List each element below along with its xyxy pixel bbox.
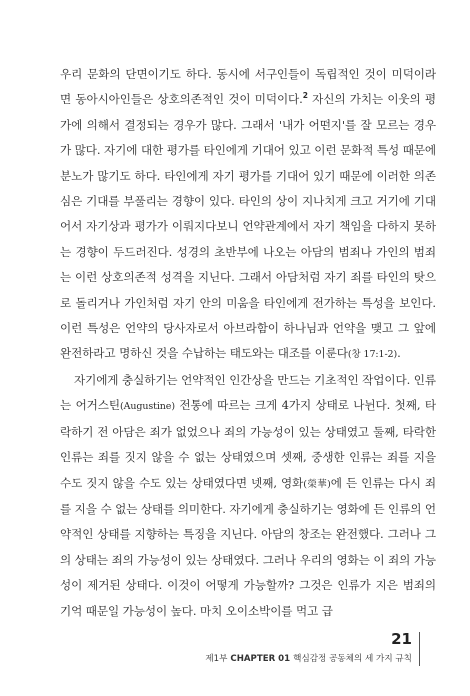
footer-divider bbox=[419, 632, 420, 666]
running-head-title: 핵심감정 공동체의 세 가지 규칙 bbox=[293, 654, 412, 664]
paragraph-1 bbox=[60, 62, 436, 368]
body-text bbox=[60, 62, 436, 624]
page-footer bbox=[40, 628, 420, 668]
running-head-chapter: CHAPTER 01 bbox=[230, 654, 291, 664]
paragraph-2-text-b: 전통에 따르는 크게 4가지 상태로 나뉜다. 첫째, 타락하기 전 아담은 죄가 없었으나 죄의 가능성이 있는 상태였고 둘째, 타락한 인류는 죄를 짓지 않을 수 없는 상태였으며 셋째, 중생한 인류는 죄를 지을 수도 짓지 않을 수도 있는 상태였다면 넷째, 영화 bbox=[60, 398, 436, 490]
scripture-reference: (창 17:1-2) bbox=[347, 349, 398, 361]
paragraph-2-text-c: 에 든 인류는 다시 죄를 지을 수 없는 상태를 의미한다. 자기에게 충실하기는 영화에 든 인류의 언약적인 상태를 지향하는 특징을 지닌다. 아담의 창조는 완전했다. 그러나 그의 상태는 죄의 가능성이 있는 상태였다. 그러나 우리의 영화는 이 죄의 가능성이 제거된 상태다. 이것이 어떻게 가능할까? 그것은 인류가 지은 범죄의 기억 때문일 가능성이 높다. 마치 오이소박이를 먹고 급 bbox=[60, 475, 437, 618]
paragraph-1-text-b: 자신의 가치는 이웃의 평가에 의해서 결정되는 경우가 많다. 그래서 '내가 어떤지'를 잘 모르는 경우가 많다. 자기에 대한 평가를 타인에게 기대어 있고 이런 문화적 특성 때문에 분노가 많기도 하다. 타인에게 자기 평가를 기대어 있기 때문에 이러한 의존심은 기대를 부풀리는 경향이 있다. 타인의 상이 지나치게 크고 거기에 기대어서 자기상과 평가가 이뤄지다보니 언약관계에서 자기 책임을 다하지 못하는 경향이 두드러진다. 성경의 초반부에 나오는 아담의 범죄나 가인의 범죄는 이런 상호의존적 성격을 지닌다. 그래서 아담처럼 자기 죄를 타인의 탓으로 돌리거나 가인처럼 자기 안의 미움을 타인에게 전가하는 특성을 보인다. 이런 특성은 언약의 당사자로서 아브라함이 하나님과 언약을 맺고 그 앞에 완전하라고 명하신 것을 수납하는 태도와는 대조를 이룬다 bbox=[60, 92, 437, 361]
page-number: 21 bbox=[391, 630, 412, 648]
hanja-term: (榮華) bbox=[303, 478, 331, 490]
footnote-marker[interactable]: 2 bbox=[302, 91, 308, 101]
running-head bbox=[205, 652, 412, 664]
paragraph-2 bbox=[60, 368, 436, 624]
paragraph-2-text-a: 자기에게 충실하기는 언약적인 인간상을 만드는 기초적인 작업이다. 인류는 어거스틴 bbox=[60, 372, 436, 413]
latin-name: (Augustine) bbox=[119, 401, 175, 413]
running-head-part: 제1부 bbox=[205, 654, 228, 664]
paragraph-1-end: . bbox=[397, 346, 401, 361]
paragraph-1-text-a: 우리 문화의 단면이기도 하다. 동시에 서구인들이 독립적인 것이 미덕이라면 동아시아인들은 상호의존적인 것이 미덕이다. bbox=[60, 67, 436, 107]
